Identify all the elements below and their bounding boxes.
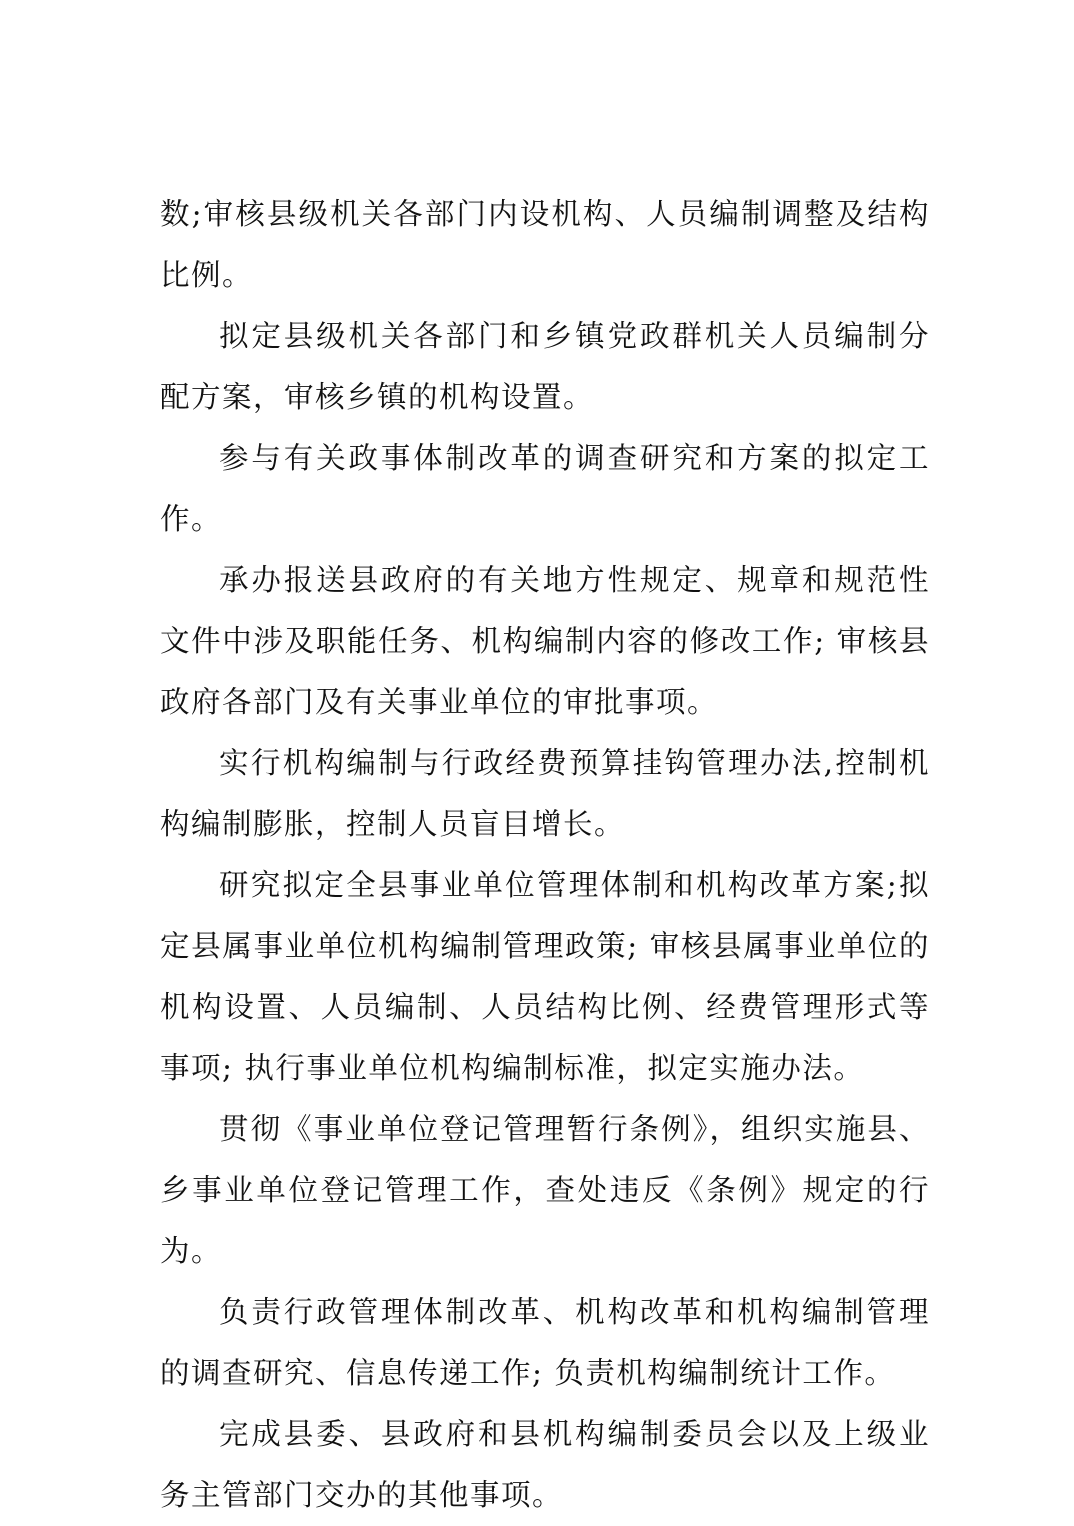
paragraph: 研究拟定全县事业单位管理体制和机构改革方案;拟定县属事业单位机构编制管理政策; 审核县属事业单位的机构设置、人员编制、人员结构比例、经费管理形式等事项; 执行事业单位机构编制标准，拟定实施办法。: [160, 868, 930, 1085]
paragraph: 负责行政管理体制改革、机构改革和机构编制管理的调查研究、信息传递工作; 负责机构编制统计工作。: [160, 1295, 930, 1390]
paragraph: 贯彻《事业单位登记管理暂行条例》，组织实施县、乡事业单位登记管理工作，查处违反《条例》规定的行为。: [160, 1112, 930, 1268]
paragraph: 实行机构编制与行政经费预算挂钩管理办法,控制机构编制膨胀，控制人员盲目增长。: [160, 746, 930, 841]
paragraph: 承办报送县政府的有关地方性规定、规章和规范性文件中涉及职能任务、机构编制内容的修改工作; 审核县政府各部门及有关事业单位的审批事项。: [160, 563, 930, 719]
paragraph: 参与有关政事体制改革的调查研究和方案的拟定工作。: [160, 441, 930, 536]
document-body: [160, 184, 930, 1526]
paragraph-continuation: 数;审核县级机关各部门内设机构、人员编制调整及结构比例。: [160, 197, 930, 292]
paragraph: 完成县委、县政府和县机构编制委员会以及上级业务主管部门交办的其他事项。: [160, 1417, 930, 1512]
paragraph: 拟定县级机关各部门和乡镇党政群机关人员编制分配方案，审核乡镇的机构设置。: [160, 319, 930, 414]
